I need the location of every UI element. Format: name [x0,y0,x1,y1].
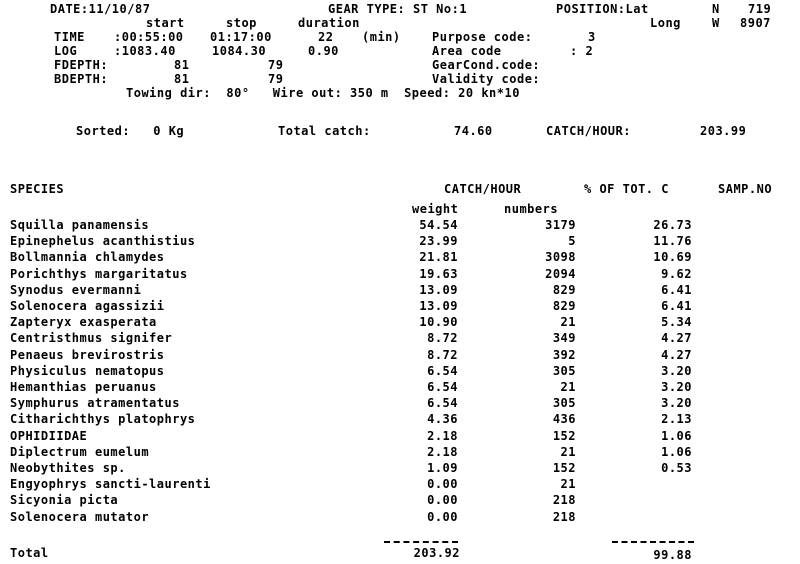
percent-of-total: 4.27 [661,348,692,362]
log-stop: 1084.30 [212,44,267,58]
catch-numbers: 3098 [545,250,576,264]
area-code-label: Area code [432,44,502,58]
sorted-weight: Sorted: 0 Kg [76,124,185,138]
percent-total-header: % OF TOT. C [584,182,669,196]
catch-numbers: 21 [560,445,576,459]
catch-weight: 13.09 [419,299,458,313]
total-percent: 99.88 [653,548,692,562]
log-duration: 0.90 [308,44,339,58]
catch-weight: 0.00 [427,510,458,524]
catch-numbers: 21 [560,315,576,329]
percent-of-total: 26.73 [653,218,692,232]
species-name: Citharichthys platophrys [10,412,196,426]
catch-weight: 21.81 [419,250,458,264]
species-name: Symphurus atramentatus [10,396,180,410]
time-unit: (min) [362,30,401,44]
catch-weight: 54.54 [419,218,458,232]
percent-of-total: 6.41 [661,299,692,313]
numbers-header: numbers [504,202,559,216]
catch-weight: 0.00 [427,493,458,507]
catch-weight: 4.36 [427,412,458,426]
catch-numbers: 829 [552,299,576,313]
percent-of-total: 9.62 [661,267,692,281]
date: DATE:11/10/87 [50,2,151,16]
catch-numbers: 349 [552,331,576,345]
catch-numbers: 5 [568,234,576,248]
species-name: Bollmannia chlamydes [10,250,165,264]
sample-number-header: SAMP.NO [718,182,773,196]
percent-total-rule [612,541,694,543]
catch-numbers: 392 [552,348,576,362]
catch-weight: 23.99 [419,234,458,248]
catch-weight: 6.54 [427,396,458,410]
catch-numbers: 305 [552,396,576,410]
percent-of-total: 10.69 [653,250,692,264]
percent-of-total: 0.53 [661,461,692,475]
catch-numbers: 21 [560,477,576,491]
species-name: Squilla panamensis [10,218,150,232]
catch-hour-header: CATCH/HOUR [444,182,522,196]
time-label: TIME [54,30,85,44]
percent-of-total: 4.27 [661,331,692,345]
fdepth-stop: 79 [268,58,284,72]
catch-weight: 0.00 [427,477,458,491]
species-name: Diplectrum eumelum [10,445,150,459]
catch-weight: 2.18 [427,445,458,459]
fdepth-label: FDEPTH: [54,58,109,72]
column-start: start [146,16,185,30]
catch-numbers: 829 [552,283,576,297]
gear-type: GEAR TYPE: ST No:1 [328,2,468,16]
bdepth-start: 81 [174,72,190,86]
catch-weight: 19.63 [419,267,458,281]
catch-numbers: 3179 [545,218,576,232]
catch-weight: 6.54 [427,364,458,378]
percent-of-total: 3.20 [661,396,692,410]
purpose-code-value: 3 [588,30,596,44]
catch-numbers: 152 [552,461,576,475]
species-header: SPECIES [10,182,65,196]
species-name: Hemanthias peruanus [10,380,157,394]
longitude-hemisphere: W [712,16,720,30]
percent-of-total: 6.41 [661,283,692,297]
catch-weight: 10.90 [419,315,458,329]
percent-of-total: 3.20 [661,380,692,394]
total-label: Total [10,546,49,560]
species-name: Porichthys margaritatus [10,267,188,281]
catch-weight: 2.18 [427,429,458,443]
catch-weight: 6.54 [427,380,458,394]
species-name: Synodus evermanni [10,283,142,297]
catch-weight: 8.72 [427,348,458,362]
species-name: Engyophrys sancti-laurenti [10,477,211,491]
longitude-value: 8907 [740,16,771,30]
species-name: Centristhmus signifer [10,331,173,345]
column-stop: stop [226,16,257,30]
position-label: POSITION:Lat [556,2,649,16]
bdepth-stop: 79 [268,72,284,86]
gear-condition-label: GearCond.code: [432,58,541,72]
catch-numbers: 218 [552,510,576,524]
catch-weight: 1.09 [427,461,458,475]
total-catch-value: 74.60 [454,124,493,138]
fdepth-start: 81 [174,58,190,72]
catch-per-hour-value: 203.99 [700,124,747,138]
species-name: Epinephelus acanthistius [10,234,196,248]
weight-header: weight [412,202,459,216]
species-name: Neobythites sp. [10,461,126,475]
percent-of-total: 3.20 [661,364,692,378]
percent-of-total: 1.06 [661,429,692,443]
latitude-value: 719 [748,2,772,16]
time-stop: 01:17:00 [210,30,272,44]
towing-line: Towing dir: 80° Wire out: 350 m Speed: 20 kn*10 [126,86,520,100]
species-name: Physiculus nematopus [10,364,165,378]
percent-of-total: 5.34 [661,315,692,329]
catch-numbers: 305 [552,364,576,378]
catch-numbers: 21 [560,380,576,394]
total-catch-label: Total catch: [278,124,371,138]
time-duration: 22 [318,30,334,44]
percent-of-total: 2.13 [661,412,692,426]
total-weight: 203.92 [413,546,460,560]
catch-weight: 8.72 [427,331,458,345]
species-name: Solenocera mutator [10,510,150,524]
purpose-code-label: Purpose code: [432,30,533,44]
weight-total-rule [384,541,458,543]
catch-numbers: 152 [552,429,576,443]
log-label: LOG [54,44,78,58]
species-name: Solenocera agassizii [10,299,165,313]
time-start: :00:55:00 [114,30,184,44]
catch-numbers: 218 [552,493,576,507]
species-name: OPHIDIIDAE [10,429,88,443]
species-name: Sicyonia picta [10,493,119,507]
longitude-label: Long [650,16,681,30]
catch-numbers: 436 [552,412,576,426]
species-name: Zapteryx exasperata [10,315,157,329]
bdepth-label: BDEPTH: [54,72,109,86]
species-name: Penaeus brevirostris [10,348,165,362]
percent-of-total: 1.06 [661,445,692,459]
catch-numbers: 2094 [545,267,576,281]
area-code-value: : 2 [570,44,594,58]
percent-of-total: 11.76 [653,234,692,248]
log-start: :1083.40 [114,44,176,58]
catch-per-hour-label: CATCH/HOUR: [546,124,631,138]
catch-weight: 13.09 [419,283,458,297]
latitude-hemisphere: N [712,2,720,16]
column-duration: duration [298,16,360,30]
validity-code-label: Validity code: [432,72,541,86]
